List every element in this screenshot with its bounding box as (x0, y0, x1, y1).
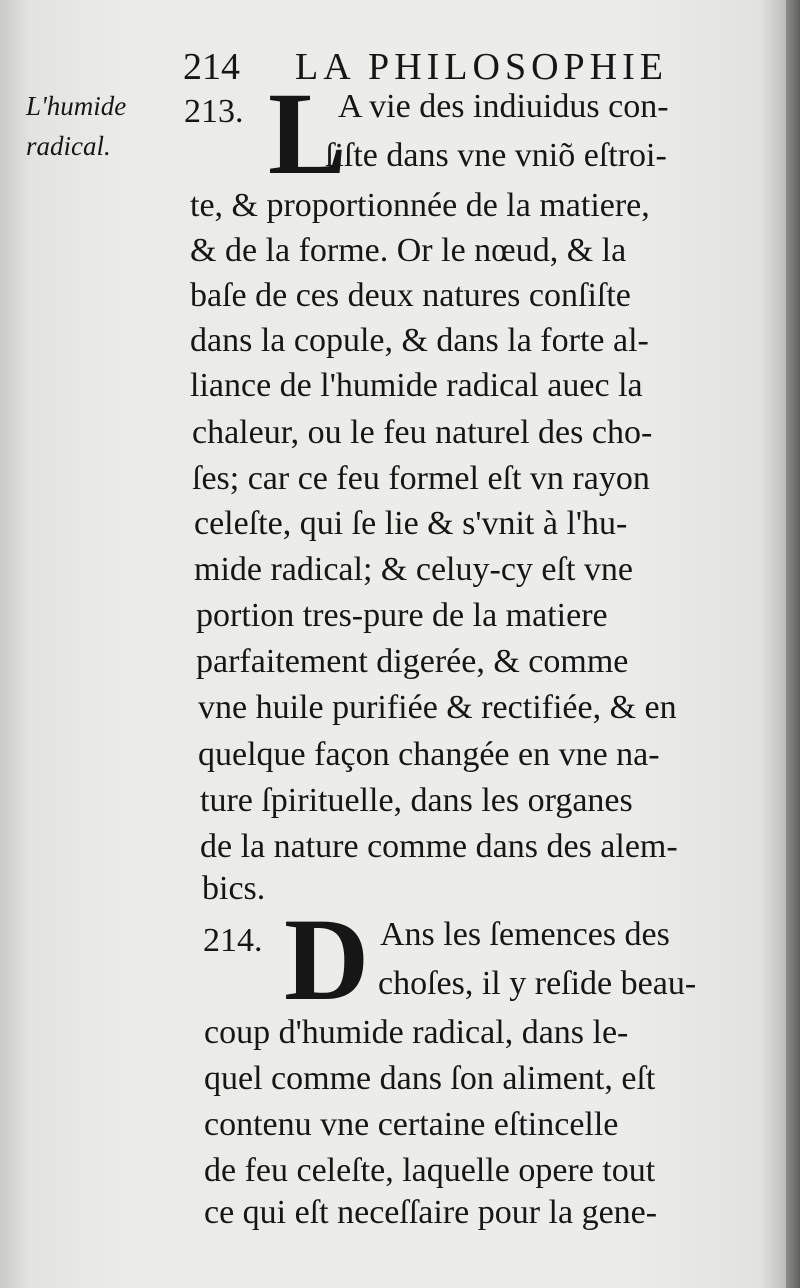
text-line: ſes; car ce feu formel eſt vn rayon (192, 460, 650, 497)
text-line: quelque façon changée en vne na- (198, 736, 660, 773)
text-line: quel comme dans ſon aliment, eſt (204, 1060, 656, 1097)
text-line: Ans les ſemences des (380, 916, 670, 953)
text-line: ture ſpirituelle, dans les organes (200, 782, 633, 819)
margin-note-line: L'humide (26, 91, 127, 121)
text-line: contenu vne certaine eſtincelle (204, 1106, 619, 1143)
text-line: vne huile purifiée & rectifiée, & en (198, 689, 677, 726)
text-line: portion tres-pure de la matiere (196, 597, 608, 634)
text-line: baſe de ces deux natures conſiſte (190, 277, 631, 314)
text-line: chaleur, ou le feu naturel des cho- (192, 414, 653, 451)
text-line: coup d'humide radical, dans le- (204, 1014, 629, 1051)
text-line: bics. (202, 870, 266, 907)
text-line: de la nature comme dans des alem- (200, 828, 678, 865)
text-line: choſes, il y reſide beau- (378, 965, 697, 1002)
text-line: ſiſte dans vne vniõ eſtroi- (325, 137, 667, 174)
running-title: LA PHILOSOPHIE (295, 46, 668, 88)
text-line: ce qui eſt neceſſaire pour la gene- (204, 1194, 658, 1231)
text-line: mide radical; & celuy-cy eſt vne (194, 551, 633, 588)
text-line: dans la copule, & dans la forte al- (190, 322, 649, 359)
paragraph-number: 213. (184, 93, 244, 130)
page-gutter-shadow (786, 0, 800, 1288)
text-line: celeſte, qui ſe lie & s'vnit à l'hu- (194, 505, 628, 542)
margin-note-line: radical. (26, 131, 111, 161)
text-line: & de la forme. Or le nœud, & la (190, 232, 627, 269)
margin-note (26, 86, 176, 166)
page-number: 214 (183, 46, 240, 88)
text-line: liance de l'humide radical auec la (190, 367, 643, 404)
paragraph-number: 214. (203, 922, 263, 959)
drop-cap-initial: L (268, 68, 347, 199)
text-line: A vie des indiuidus con- (338, 88, 669, 125)
text-line: parfaitement digerée, & comme (196, 643, 629, 680)
text-line: te, & proportionnée de la matiere, (190, 187, 650, 224)
drop-cap-initial: D (284, 894, 370, 1025)
text-line: de feu celeſte, laquelle opere tout (204, 1152, 656, 1189)
